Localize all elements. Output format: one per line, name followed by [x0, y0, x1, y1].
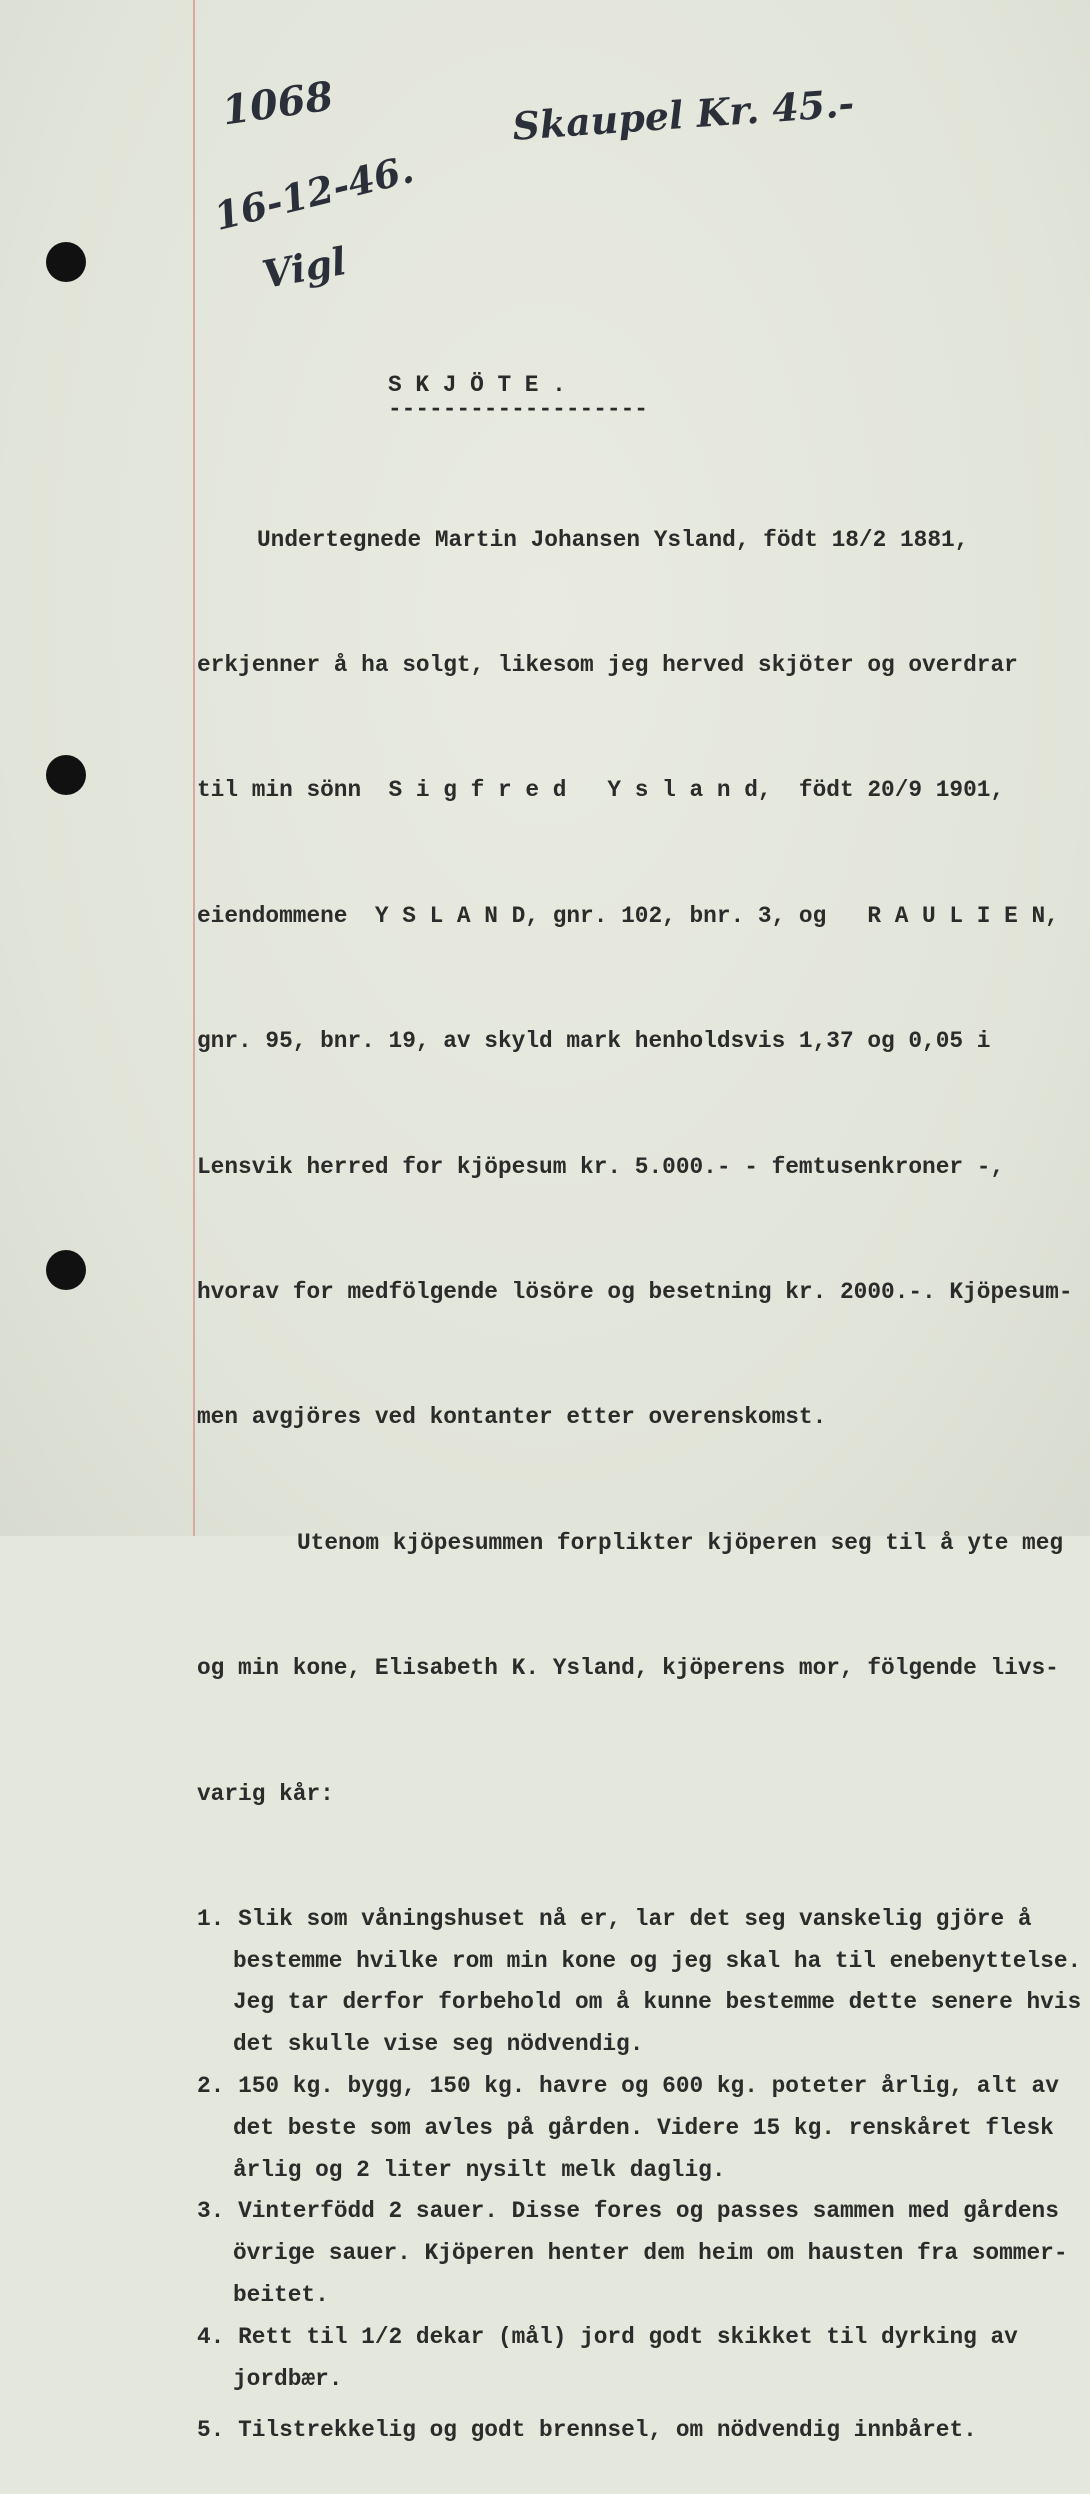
margin-line: [193, 0, 195, 1536]
list-item-text: Vinterfödd 2 sauer. Disse fores og passes sammen med gårdens: [238, 2198, 1059, 2225]
list-item-text: Tilstrekkelig og godt brennsel, om nödvendig innbåret.: [238, 2417, 977, 2444]
list-item-text: det beste som avles på gården. Videre 15 kg. renskåret flesk: [233, 2114, 1054, 2141]
text-line: Lensvik herred for kjöpesum kr. 5.000.- - femtusenkroner -,: [197, 1153, 1005, 1180]
handwritten-number: 1068: [219, 72, 337, 135]
text-line: hvorav for medfölgende lösöre og besetning kr. 2000.-. Kjöpesum-: [197, 1278, 1073, 1305]
list-item-line: [197, 1982, 1081, 2024]
text-line: erkjenner å ha solgt, likesom jeg herved skjöter og overdrar: [197, 651, 1018, 678]
text-line: Undertegnede Martin Johansen Ysland, födt 18/2 1881,: [257, 526, 969, 553]
list-item-line: [197, 1899, 1081, 1941]
list-item-line: [197, 2317, 1081, 2359]
list-item-line: [197, 2275, 1081, 2317]
list-item-text: Rett til 1/2 dekar (mål) jord godt skikket til dyrking av: [238, 2323, 1018, 2350]
text-line: til min sönn S i g f r e d Y s l a n d, födt 20/9 1901,: [197, 777, 1005, 804]
spacer: [197, 2400, 1081, 2410]
list-item-line: [197, 1941, 1081, 1983]
handwritten-date: 16-12-46.: [209, 146, 418, 239]
document-title: S K J Ö T E .: [388, 372, 566, 398]
text-line: og min kone, Elisabeth K. Ysland, kjöperens mor, fölgende livs-: [197, 1655, 1059, 1682]
punch-hole: [46, 755, 86, 795]
punch-hole: [46, 1250, 86, 1290]
list-item-number: 2.: [197, 2073, 225, 2100]
list-item-line: [197, 2233, 1081, 2275]
list-item-text: bestemme hvilke rom min kone og jeg skal ha til enebenyttelse.: [233, 1947, 1082, 1974]
list-item-text: övrige sauer. Kjöperen henter dem heim om hausten fra sommer-: [233, 2240, 1068, 2267]
list-item-line: [197, 2066, 1081, 2108]
document-body: [197, 436, 1081, 2494]
list-item-text: årlig og 2 liter nysilt melk daglig.: [233, 2156, 726, 2183]
list-item-text: Jeg tar derfor forbehold om å kunne bestemme dette senere hvis: [233, 1989, 1082, 2016]
list-item-text: beitet.: [233, 2282, 329, 2309]
list-item-number: 5.: [197, 2417, 225, 2444]
list-item-line: [197, 2150, 1081, 2192]
title-underline: -------------------: [388, 396, 648, 422]
list-item-line: [197, 2108, 1081, 2150]
list-item-text: Slik som våningshuset nå er, lar det seg vanskelig gjöre å: [238, 1905, 1032, 1932]
list-item-text: jordbær.: [233, 2365, 343, 2392]
handwritten-initials: Vigl: [258, 238, 350, 297]
conditions-list: [197, 1899, 1081, 2452]
punch-hole: [46, 242, 86, 282]
text-line: varig kår:: [197, 1780, 334, 1807]
text-line: Utenom kjöpesummen forplikter kjöperen seg til å yte meg: [297, 1529, 1064, 1556]
list-item-line: [197, 2410, 1081, 2452]
text-line: men avgjöres ved kontanter etter overenskomst.: [197, 1404, 827, 1431]
text-line: eiendommene Y S L A N D, gnr. 102, bnr. 3, og R A U L I E N,: [197, 902, 1059, 929]
list-item-line: [197, 2359, 1081, 2401]
list-item-number: 4.: [197, 2323, 225, 2350]
handwritten-stamp-fee: Skaupel Kr. 45.-: [510, 80, 856, 149]
list-item-text: det skulle vise seg nödvendig.: [233, 2031, 644, 2058]
list-item-number: 3.: [197, 2198, 225, 2225]
text-line: gnr. 95, bnr. 19, av skyld mark henholdsvis 1,37 og 0,05 i: [197, 1028, 991, 1055]
list-item-line: [197, 2191, 1081, 2233]
list-item-line: [197, 2024, 1081, 2066]
list-item-text: 150 kg. bygg, 150 kg. havre og 600 kg. poteter årlig, alt av: [238, 2073, 1059, 2100]
list-item-number: 1.: [197, 1905, 225, 1932]
